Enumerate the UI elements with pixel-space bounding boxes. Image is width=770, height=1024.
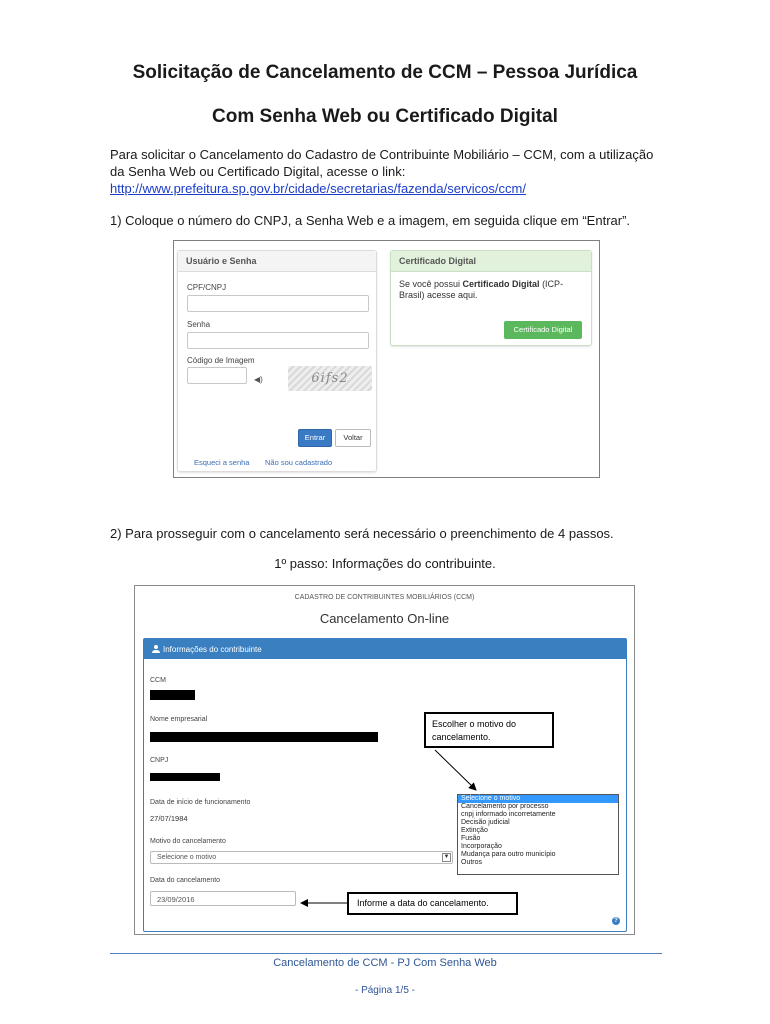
passo1-heading: 1º passo: Informações do contribuinte.	[274, 556, 496, 571]
dropdown-option[interactable]: Incorporação	[461, 843, 502, 850]
cancelamento-title: Cancelamento On-line	[319, 611, 450, 626]
help-icon[interactable]: ?	[612, 917, 620, 925]
login-panel	[177, 250, 377, 472]
nao-sou-cadastrado-link[interactable]: Não sou cadastrado	[265, 458, 333, 467]
senha-label: Senha	[187, 320, 211, 329]
page-number: - Página 1/5 -	[354, 985, 416, 996]
codigo-input[interactable]	[187, 367, 247, 384]
nome-empresarial-label: Nome empresarial	[150, 716, 208, 723]
login-screenshot	[173, 240, 600, 478]
cpf-label: CPF/CNPJ	[187, 283, 227, 292]
intro-text: Para solicitar o Cancelamento do Cadastro de Contribuinte Mobiliário – CCM, com a utilização da Senha Web ou Certificado Digital, acesse o link:	[110, 147, 654, 179]
step2-instruction: 2) Para prosseguir com o cancelamento será necessário o preenchimento de 4 passos.	[110, 526, 614, 541]
dropdown-option[interactable]: Selecione o motivo	[458, 795, 618, 803]
esqueci-senha-link[interactable]: Esqueci a senha	[194, 458, 250, 467]
senha-input[interactable]	[187, 332, 369, 349]
services-link[interactable]: http://www.prefeitura.sp.gov.br/cidade/secretarias/fazenda/servicos/ccm/	[110, 181, 526, 196]
document-subtitle: Com Senha Web ou Certificado Digital	[212, 106, 558, 127]
cpf-input[interactable]	[187, 295, 369, 312]
ccm-label: CCM	[150, 677, 166, 684]
dropdown-option[interactable]: Mudança para outro município	[461, 851, 556, 858]
intro-paragraph	[110, 146, 670, 197]
callout-data: Informe a data do cancelamento.	[347, 892, 518, 915]
step1-instruction: 1) Coloque o número do CNPJ, a Senha Web e a imagem, em seguida clique em “Entrar”.	[110, 213, 631, 228]
certificado-digital-button[interactable]: Certificado Digital	[504, 321, 582, 339]
chevron-down-icon[interactable]: ▼	[443, 854, 450, 860]
data-inicio-label: Data de início de funcionamento	[150, 799, 251, 806]
motivo-selected-value: Selecione o motivo	[157, 854, 217, 861]
codigo-label: Código de Imagem	[187, 356, 255, 365]
captcha-image: 6ifs2	[288, 366, 372, 391]
callout-arrows	[135, 586, 636, 936]
motivo-dropdown-list[interactable]	[457, 794, 619, 875]
footer-text: Cancelamento de CCM - PJ Com Senha Web	[273, 957, 497, 969]
dropdown-option[interactable]: Decisão judicial	[461, 819, 510, 826]
entrar-button[interactable]: Entrar	[298, 429, 332, 447]
login-panel-title: Usuário e Senha	[178, 251, 376, 272]
certificado-panel-title: Certificado Digital	[391, 251, 591, 272]
data-cancelamento-input[interactable]: 23/09/2016	[150, 891, 296, 906]
dropdown-option[interactable]: cnpj informado incorretamente	[461, 811, 556, 818]
dropdown-option[interactable]: Fusão	[461, 835, 481, 842]
dropdown-option[interactable]: Cancelamento por processo	[461, 803, 549, 810]
document-title: Solicitação de Cancelamento de CCM – Pessoa Jurídica	[132, 62, 638, 83]
data-inicio-value: 27/07/1984	[150, 814, 188, 823]
arrow-to-dropdown	[435, 750, 476, 790]
cancelamento-screenshot	[134, 585, 635, 935]
contribuinte-panel-title: Informações do contribuinte	[163, 644, 262, 654]
callout-motivo: Escolher o motivo do cancelamento.	[424, 712, 554, 748]
motivo-label: Motivo do cancelamento	[150, 838, 226, 845]
dropdown-option[interactable]: Extinção	[461, 827, 488, 834]
dropdown-option[interactable]: Outros	[461, 859, 483, 866]
speaker-icon[interactable]: ◀)	[254, 375, 263, 384]
footer-divider	[110, 953, 662, 954]
ccm-header: CADASTRO DE CONTRIBUINTES MOBILIÁRIOS (CCM)	[294, 594, 475, 601]
data-cancelamento-label: Data do cancelamento	[150, 877, 221, 884]
cnpj-label: CNPJ	[150, 757, 169, 764]
certificado-text: Se você possui Certificado Digital (ICP-Brasil) acesse aqui.	[399, 279, 564, 300]
voltar-button[interactable]: Voltar	[335, 429, 371, 447]
certificado-panel	[390, 250, 592, 346]
